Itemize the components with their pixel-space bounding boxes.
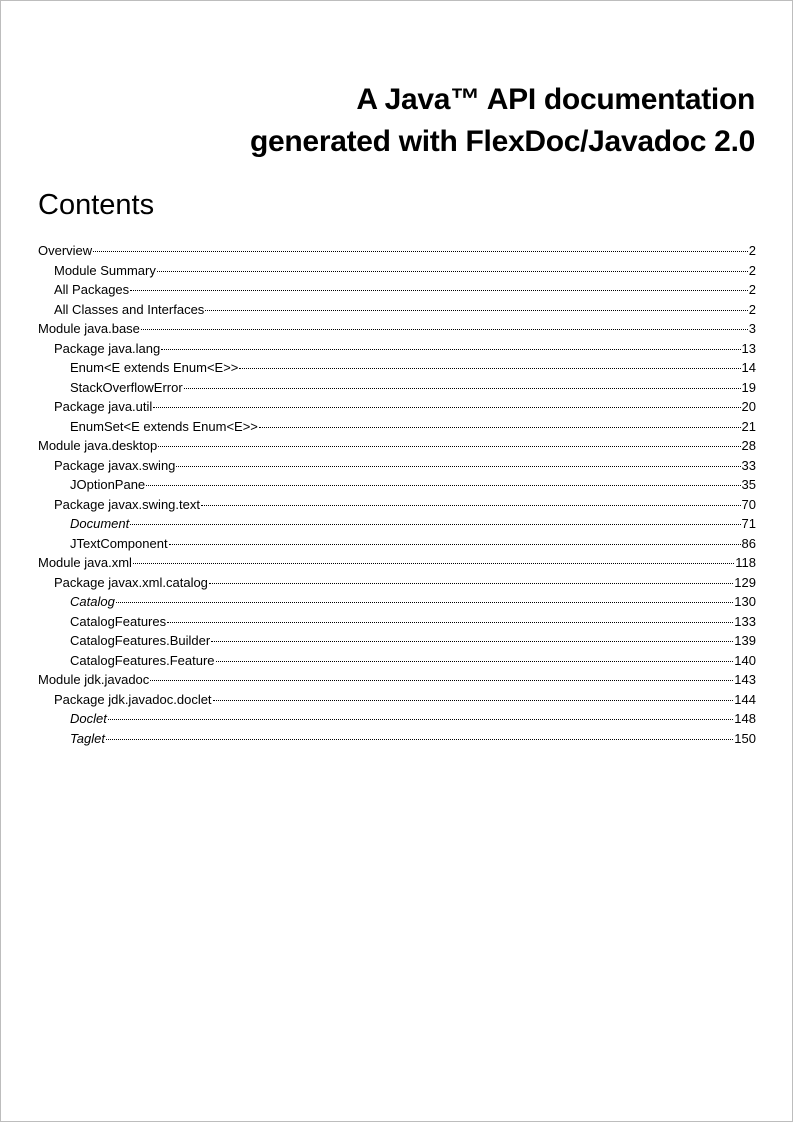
toc-entry-label: Catalog bbox=[70, 594, 115, 609]
toc-entry-label: Module jdk.javadoc bbox=[38, 672, 150, 687]
toc-entry[interactable] bbox=[38, 319, 756, 339]
toc-entry-page-number: 139 bbox=[734, 633, 756, 648]
toc-entry-label: Package javax.xml.catalog bbox=[54, 574, 208, 590]
toc-dot-leader bbox=[116, 602, 733, 603]
toc-entry[interactable] bbox=[38, 612, 756, 632]
toc-entry-page-number: 19 bbox=[741, 379, 756, 395]
toc-entry-page-number: 86 bbox=[741, 535, 756, 551]
toc-entry[interactable] bbox=[38, 670, 756, 690]
toc-entry[interactable] bbox=[38, 514, 756, 534]
toc-entry[interactable] bbox=[38, 631, 756, 651]
toc-entry[interactable] bbox=[38, 709, 756, 729]
toc-entry[interactable] bbox=[38, 651, 756, 671]
toc-entry-label: CatalogFeatures.Builder bbox=[70, 633, 211, 648]
toc-entry-label: Overview bbox=[38, 243, 93, 258]
toc-entry-page-number: 13 bbox=[741, 340, 756, 356]
toc-dot-leader bbox=[153, 407, 740, 408]
toc-entry-label: All Packages bbox=[54, 282, 130, 297]
toc-entry[interactable] bbox=[38, 339, 756, 359]
toc-entry[interactable] bbox=[38, 417, 756, 437]
toc-dot-leader bbox=[141, 329, 748, 330]
toc-entry-page-number: 118 bbox=[735, 555, 756, 570]
contents-heading: Contents bbox=[38, 189, 155, 221]
toc-dot-leader bbox=[130, 524, 740, 525]
toc-entry-label: EnumSet<E extends Enum<E>> bbox=[70, 418, 258, 434]
toc-entry-page-number: 130 bbox=[734, 594, 756, 609]
toc-dot-leader bbox=[201, 505, 741, 506]
toc-entry-page-number: 144 bbox=[734, 691, 756, 707]
toc-entry-label: Package javax.swing.text bbox=[54, 496, 200, 512]
toc-entry-label: Package jdk.javadoc.doclet bbox=[54, 691, 212, 707]
toc-entry-label: Module java.desktop bbox=[38, 438, 158, 453]
toc-dot-leader bbox=[169, 544, 741, 545]
toc-dot-leader bbox=[259, 427, 741, 428]
toc-entry-label: CatalogFeatures.Feature bbox=[70, 652, 215, 668]
toc-entry[interactable] bbox=[38, 241, 756, 261]
toc-entry[interactable] bbox=[38, 436, 756, 456]
toc-entry-label: Module java.base bbox=[38, 321, 140, 336]
toc-dot-leader bbox=[106, 739, 733, 740]
toc-entry-page-number: 21 bbox=[741, 418, 756, 434]
toc-entry[interactable] bbox=[38, 573, 756, 593]
toc-entry-page-number: 148 bbox=[734, 711, 756, 726]
toc-dot-leader bbox=[176, 466, 740, 467]
toc-dot-leader bbox=[130, 290, 748, 291]
toc-entry-page-number: 35 bbox=[741, 477, 756, 492]
toc-entry[interactable] bbox=[38, 378, 756, 398]
toc-dot-leader bbox=[239, 368, 740, 369]
toc-entry-page-number: 14 bbox=[741, 360, 756, 375]
toc-dot-leader bbox=[209, 583, 733, 584]
toc-entry-page-number: 150 bbox=[734, 730, 756, 746]
toc-entry[interactable] bbox=[38, 475, 756, 495]
toc-entry[interactable] bbox=[38, 592, 756, 612]
toc-dot-leader bbox=[211, 641, 733, 642]
toc-dot-leader bbox=[205, 310, 747, 311]
toc-dot-leader bbox=[167, 622, 733, 623]
toc-entry-page-number: 20 bbox=[741, 399, 756, 414]
toc-entry[interactable] bbox=[38, 280, 756, 300]
toc-entry[interactable] bbox=[38, 690, 756, 710]
toc-dot-leader bbox=[157, 271, 748, 272]
toc-dot-leader bbox=[213, 700, 734, 701]
toc-entry-label: Package javax.swing bbox=[54, 457, 176, 473]
toc-entry[interactable] bbox=[38, 261, 756, 281]
toc-dot-leader bbox=[146, 485, 740, 486]
toc-entry-page-number: 2 bbox=[748, 301, 756, 317]
toc-entry-page-number: 129 bbox=[734, 574, 756, 590]
toc-entry-page-number: 2 bbox=[748, 262, 756, 278]
toc-entry-page-number: 3 bbox=[748, 321, 756, 336]
toc-entry-page-number: 140 bbox=[734, 652, 756, 668]
toc-entry-label: Package java.util bbox=[54, 399, 153, 414]
table-of-contents bbox=[38, 241, 756, 748]
toc-dot-leader bbox=[93, 251, 748, 252]
toc-entry-label: All Classes and Interfaces bbox=[54, 301, 205, 317]
document-title-line-1: A Java™ API documentation bbox=[356, 83, 755, 116]
toc-dot-leader bbox=[161, 349, 740, 350]
toc-entry-label: CatalogFeatures bbox=[70, 613, 167, 629]
toc-entry-label: Taglet bbox=[70, 730, 105, 746]
toc-entry[interactable] bbox=[38, 456, 756, 476]
toc-entry-label: Doclet bbox=[70, 711, 107, 726]
toc-entry-label: Enum<E extends Enum<E>> bbox=[70, 360, 239, 375]
toc-entry[interactable] bbox=[38, 495, 756, 515]
toc-entry[interactable] bbox=[38, 300, 756, 320]
toc-entry-label: JTextComponent bbox=[70, 535, 168, 551]
toc-entry-page-number: 2 bbox=[748, 243, 756, 258]
toc-entry[interactable] bbox=[38, 358, 756, 378]
toc-entry-label: StackOverflowError bbox=[70, 379, 183, 395]
toc-entry[interactable] bbox=[38, 729, 756, 749]
toc-entry-label: Module java.xml bbox=[38, 555, 132, 570]
toc-entry[interactable] bbox=[38, 397, 756, 417]
toc-entry-page-number: 33 bbox=[741, 457, 756, 473]
toc-entry[interactable] bbox=[38, 534, 756, 554]
toc-dot-leader bbox=[133, 563, 734, 564]
toc-entry-label: JOptionPane bbox=[70, 477, 146, 492]
toc-entry-page-number: 28 bbox=[741, 438, 756, 453]
toc-dot-leader bbox=[158, 446, 740, 447]
toc-entry-label: Package java.lang bbox=[54, 340, 161, 356]
document-title-line-2: generated with FlexDoc/Javadoc 2.0 bbox=[250, 125, 755, 158]
toc-entry-label: Document bbox=[70, 516, 130, 531]
document-title bbox=[250, 79, 755, 163]
toc-entry-page-number: 71 bbox=[741, 516, 756, 531]
toc-entry[interactable] bbox=[38, 553, 756, 573]
toc-dot-leader bbox=[150, 680, 733, 681]
toc-entry-page-number: 143 bbox=[734, 672, 756, 687]
toc-entry-page-number: 133 bbox=[734, 613, 756, 629]
toc-dot-leader bbox=[184, 388, 741, 389]
toc-dot-leader bbox=[216, 661, 734, 662]
toc-entry-label: Module Summary bbox=[54, 262, 156, 278]
toc-dot-leader bbox=[108, 719, 733, 720]
toc-entry-page-number: 70 bbox=[741, 496, 756, 512]
toc-entry-page-number: 2 bbox=[748, 282, 756, 297]
